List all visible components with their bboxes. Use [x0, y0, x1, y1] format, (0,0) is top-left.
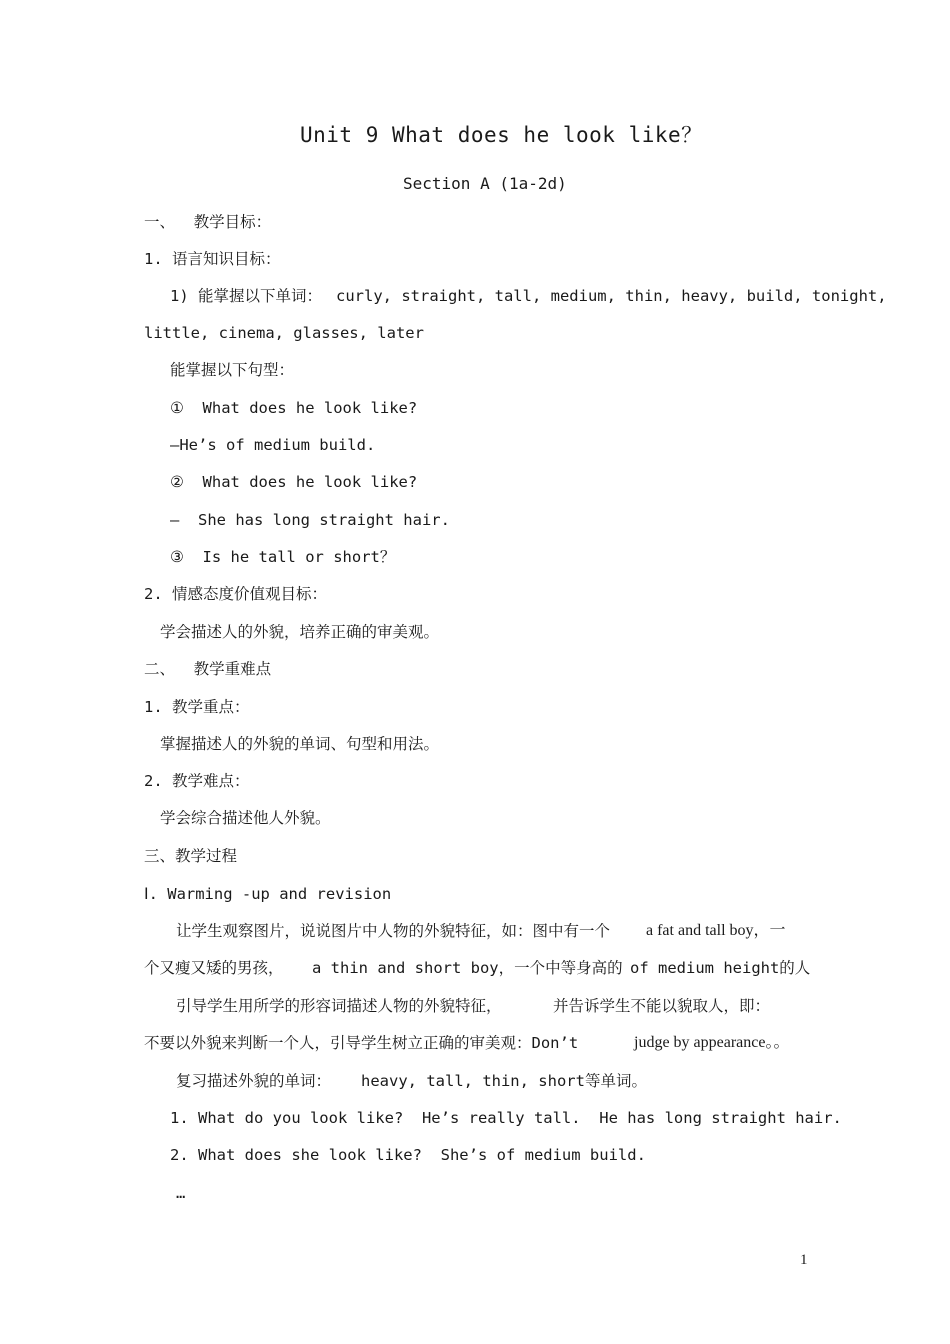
sentence-pattern: ② What does he look like?: [170, 473, 418, 491]
ellipsis: …: [176, 1184, 186, 1202]
text-line: 能掌握以下句型：: [170, 361, 295, 379]
example-sentence: 2. What does she look like? She’s of medium build.: [170, 1146, 646, 1164]
text-line: judge by appearance。。: [634, 1034, 790, 1051]
text-line: 2. 情感态度价值观目标：: [144, 585, 327, 603]
section-heading: 一、 教学目标：: [144, 213, 272, 231]
text-line: a thin and short boy，一个中等身高的: [312, 959, 623, 977]
section-heading: 二、 教学重难点: [144, 660, 272, 678]
text-line: 学会描述人的外貌，培养正确的审美观。: [160, 623, 440, 641]
text-line: 1. 语言知识目标：: [144, 250, 281, 268]
text-line: 1) 能掌握以下单词：: [170, 287, 322, 305]
sentence-pattern: ① What does he look like?: [170, 399, 418, 417]
text-line: 学会综合描述他人外貌。: [160, 809, 331, 827]
document-title: Unit 9 What does he look like？: [300, 123, 703, 147]
text-line: 引导学生用所学的形容词描述人物的外貌特征，: [176, 997, 502, 1015]
vocabulary-list: curly, straight, tall, medium, thin, heavy, build, tonight,: [336, 287, 887, 305]
vocabulary-list: little, cinema, glasses, later: [144, 324, 424, 342]
example-sentence: 1. What do you look like? He’s really tall. He has long straight hair.: [170, 1109, 842, 1127]
text-line: 复习描述外貌的单词：: [176, 1072, 332, 1090]
text-line: 1. 教学重点：: [144, 698, 250, 716]
text-line: heavy, tall, thin, short等单词。: [361, 1072, 647, 1090]
text-line: 不要以外貌来判断一个人，引导学生树立正确的审美观：Don’t: [144, 1034, 579, 1052]
sentence-pattern: — She has long straight hair.: [170, 511, 450, 529]
text-line: 掌握描述人的外貌的单词、句型和用法。: [160, 735, 440, 753]
text-line: a fat and tall boy，一: [646, 922, 786, 939]
sentence-pattern: ③ Is he tall or short？: [170, 548, 396, 566]
sentence-pattern: —He’s of medium build.: [170, 436, 376, 454]
page-number: 1: [800, 1252, 808, 1268]
text-line: of medium height的人: [630, 959, 811, 977]
text-line: 个又瘦又矮的男孩，: [144, 959, 284, 977]
text-line: 2. 教学难点：: [144, 772, 250, 790]
text-line: Ⅰ. Warming -up and revision: [144, 885, 392, 903]
text-line: 让学生观察图片，说说图片中人物的外貌特征，如：图中有一个: [176, 922, 611, 940]
section-heading: 三、教学过程: [144, 847, 238, 865]
text-line: 并告诉学生不能以貌取人，即：: [553, 997, 771, 1015]
document-subtitle: Section A (1a-2d): [403, 174, 567, 193]
